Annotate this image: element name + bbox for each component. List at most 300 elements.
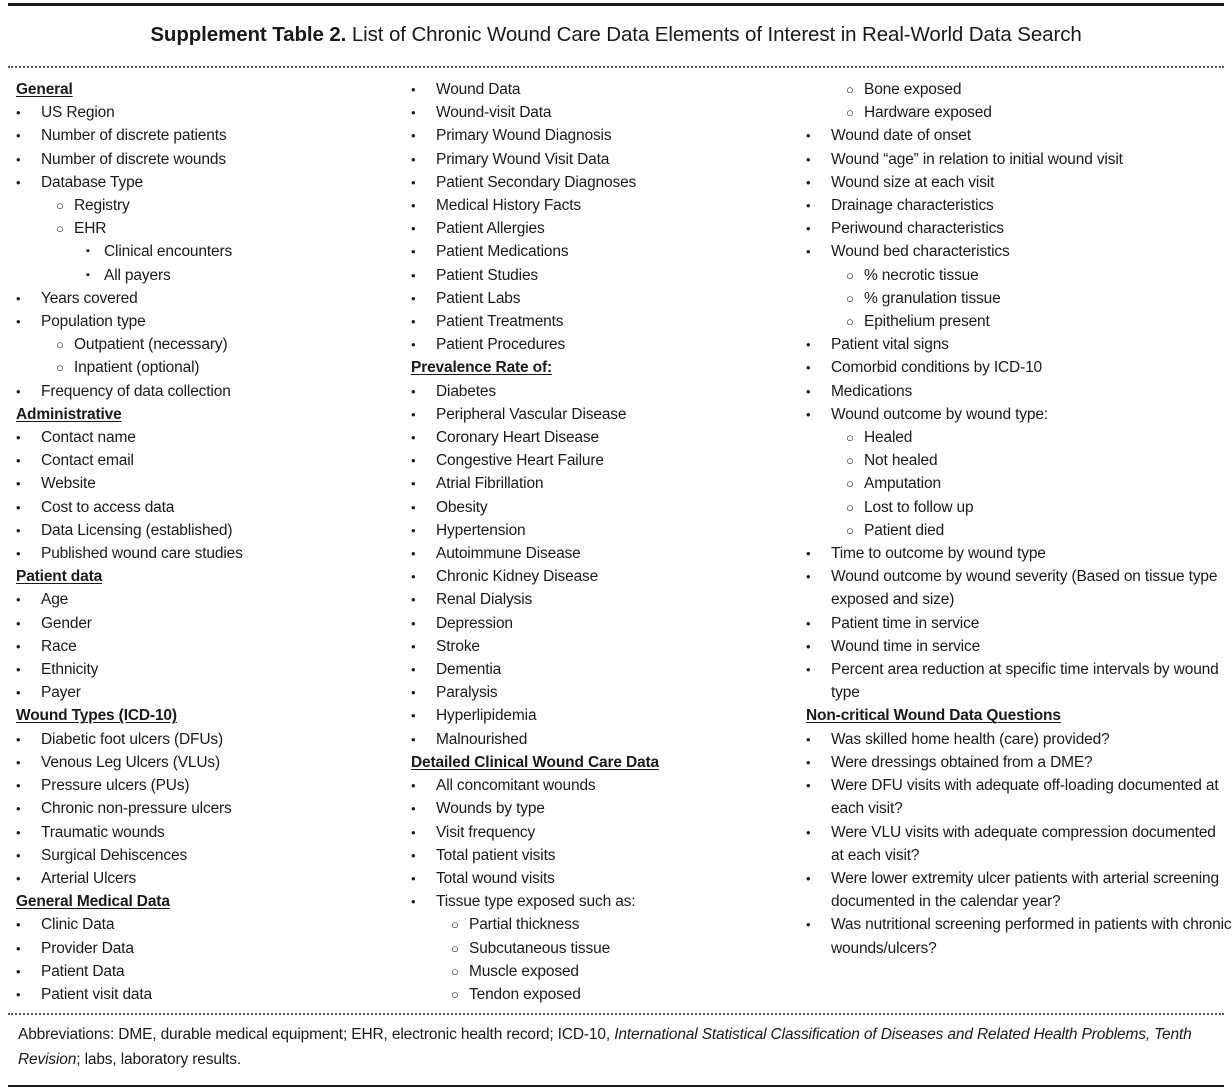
list-item <box>411 78 794 101</box>
list-item <box>16 867 397 890</box>
bullet-level-1-icon: • <box>411 383 416 399</box>
list-item <box>806 821 1232 867</box>
list-item <box>16 751 397 774</box>
list-item-label: % necrotic tissue <box>864 266 979 284</box>
list-item <box>16 310 397 333</box>
bullet-level-1-icon: • <box>16 128 21 144</box>
list-item <box>411 565 794 588</box>
list-item <box>806 496 1232 519</box>
bullet-level-1-icon: • <box>411 151 416 167</box>
list-item <box>411 821 794 844</box>
list-item <box>16 774 397 797</box>
list-item-label: Primary Wound Visit Data <box>436 150 610 168</box>
bullet-level-1-icon: • <box>411 174 416 190</box>
list-item <box>16 380 397 403</box>
list-item <box>411 983 794 1006</box>
list-item <box>411 496 794 519</box>
bullet-level-1-icon: • <box>411 198 416 214</box>
list-item <box>806 310 1232 333</box>
section-heading: General Medical Data <box>16 893 170 911</box>
list-item <box>411 264 794 287</box>
list-item <box>806 380 1232 403</box>
list-item <box>16 542 397 565</box>
list-item-label: Number of discrete patients <box>41 127 227 145</box>
list-item <box>411 960 794 983</box>
list-item <box>806 867 1232 913</box>
bullet-level-2-icon: ○ <box>846 499 854 515</box>
bullet-level-1-icon: • <box>411 824 416 840</box>
list-item-label: Wound bed characteristics <box>831 243 1010 261</box>
bullet-level-1-icon: • <box>411 290 416 306</box>
list-item <box>411 124 794 147</box>
list-item-label: EHR <box>74 220 107 238</box>
list-item <box>16 356 397 379</box>
section-heading: Detailed Clinical Wound Care Data <box>411 753 659 771</box>
list-item <box>806 124 1232 147</box>
bullet-level-1-icon: • <box>16 986 21 1002</box>
list-item <box>16 171 397 194</box>
list-item <box>806 403 1232 426</box>
bullet-level-1-icon: • <box>16 824 21 840</box>
bullet-level-2-icon: ○ <box>56 198 64 214</box>
bullet-level-2-icon: ○ <box>846 476 854 492</box>
list-item <box>16 612 397 635</box>
list-item <box>411 171 794 194</box>
list-item <box>806 519 1232 542</box>
list-item-label: Patient Data <box>41 962 125 980</box>
bottom-rule <box>8 1085 1224 1087</box>
bullet-level-1-icon: • <box>806 731 811 747</box>
list-item-label: Amputation <box>864 475 941 493</box>
list-item <box>16 472 397 495</box>
list-item-label: Number of discrete wounds <box>41 150 226 168</box>
list-item <box>806 426 1232 449</box>
list-item-label: Wounds by type <box>436 800 545 818</box>
outline-list <box>806 78 1232 704</box>
bullet-level-1-icon: • <box>806 383 811 399</box>
list-item <box>411 310 794 333</box>
list-item-label: Muscle exposed <box>469 962 579 980</box>
list-item <box>411 867 794 890</box>
bullet-level-1-icon: • <box>16 592 21 608</box>
bullet-level-1-icon: • <box>806 174 811 190</box>
bullet-level-1-icon: • <box>16 940 21 956</box>
list-item-label: Cost to access data <box>41 498 175 516</box>
list-item <box>806 101 1232 124</box>
list-item-label: Not healed <box>864 452 938 470</box>
list-item-label: Autoimmune Disease <box>436 545 581 563</box>
list-item-label: Website <box>41 475 96 493</box>
bullet-level-1-icon: • <box>411 592 416 608</box>
bullet-level-1-icon: • <box>411 453 416 469</box>
outline-list <box>411 380 794 751</box>
bullet-level-1-icon: • <box>411 615 416 631</box>
list-item-label: Patient Medications <box>436 243 569 261</box>
bullet-level-1-icon: • <box>806 244 811 260</box>
list-item <box>806 287 1232 310</box>
list-item-label: Registry <box>74 197 130 215</box>
page-title-label: Supplement Table 2. <box>150 23 347 46</box>
list-item-label: Gender <box>41 614 92 632</box>
list-item <box>16 217 397 240</box>
list-item-label: Ethnicity <box>41 661 99 679</box>
list-item-label: Renal Dialysis <box>436 591 533 609</box>
list-item-label: Was skilled home health (care) provided? <box>831 730 1110 748</box>
list-item <box>16 333 397 356</box>
list-item-label: Comorbid conditions by ICD-10 <box>831 359 1043 377</box>
bullet-level-3-icon: ▪ <box>86 268 90 281</box>
bullet-level-1-icon: • <box>411 82 416 97</box>
bullet-level-1-icon: • <box>806 337 811 353</box>
list-item-label: Percent area reduction at specific time intervals by wound type <box>831 661 1219 702</box>
bullet-level-1-icon: • <box>16 963 21 979</box>
list-item <box>16 844 397 867</box>
list-item-label: Hypertension <box>436 521 526 539</box>
list-item <box>806 913 1232 959</box>
outline-list <box>16 728 397 890</box>
list-item <box>16 264 397 287</box>
list-item-label: Malnourished <box>436 730 528 748</box>
bullet-level-1-icon: • <box>806 917 811 933</box>
bullet-level-1-icon: • <box>411 221 416 237</box>
bullet-level-1-icon: • <box>16 453 21 469</box>
list-item-label: Patient Treatments <box>436 313 564 331</box>
list-item-label: Population type <box>41 313 146 331</box>
list-item-label: Contact name <box>41 429 136 447</box>
bullet-level-1-icon: • <box>16 662 21 678</box>
list-item-label: Wound outcome by wound type: <box>831 405 1048 423</box>
list-item <box>16 101 397 124</box>
list-item-label: Payer <box>41 684 81 702</box>
bullet-level-1-icon: • <box>411 337 416 353</box>
list-item-label: Epithelium present <box>864 313 990 331</box>
bullet-level-1-icon: • <box>411 731 416 747</box>
list-item-label: Were DFU visits with adequate off-loading documented at each visit? <box>831 777 1219 818</box>
list-item <box>806 658 1232 704</box>
column-3 <box>794 78 1232 960</box>
list-item-label: Time to outcome by wound type <box>831 545 1046 563</box>
bullet-level-2-icon: ○ <box>846 105 854 121</box>
list-item-label: Data Licensing (established) <box>41 521 233 539</box>
list-item-label: Wound Data <box>436 81 521 98</box>
list-item <box>16 426 397 449</box>
list-item <box>806 78 1232 101</box>
bullet-level-1-icon: • <box>16 476 21 492</box>
bullet-level-1-icon: • <box>806 778 811 794</box>
list-item-label: Traumatic wounds <box>41 823 165 841</box>
abbreviations-suffix: ; labs, laboratory results. <box>76 1051 242 1068</box>
bullet-level-1-icon: • <box>411 569 416 585</box>
bullet-level-2-icon: ○ <box>846 267 854 283</box>
list-item-label: Were dressings obtained from a DME? <box>831 753 1093 771</box>
list-item-label: Diabetic foot ulcers (DFUs) <box>41 730 223 748</box>
list-item <box>16 588 397 611</box>
list-item-label: Obesity <box>436 498 488 516</box>
list-item-label: Depression <box>436 614 513 632</box>
section-heading: Administrative <box>16 405 122 423</box>
outline-list <box>16 101 397 403</box>
list-item <box>411 658 794 681</box>
list-item <box>411 728 794 751</box>
list-item <box>16 287 397 310</box>
list-item-label: Patient Secondary Diagnoses <box>436 173 637 191</box>
bullet-level-1-icon: • <box>16 754 21 770</box>
bullet-level-1-icon: • <box>411 685 416 701</box>
list-item <box>806 751 1232 774</box>
bullet-level-1-icon: • <box>806 615 811 631</box>
bullet-level-1-icon: • <box>16 870 21 886</box>
bullet-level-2-icon: ○ <box>846 522 854 538</box>
bullet-level-2-icon: ○ <box>846 290 854 306</box>
list-item-label: Years covered <box>41 289 138 307</box>
list-item-label: Wound time in service <box>831 637 981 655</box>
list-item-label: Healed <box>864 429 913 447</box>
list-item <box>411 542 794 565</box>
bullet-level-1-icon: • <box>411 870 416 886</box>
section-heading: General <box>16 81 73 98</box>
bullet-level-1-icon: • <box>16 430 21 446</box>
list-item <box>411 426 794 449</box>
list-item-label: Tissue type exposed such as: <box>436 893 636 911</box>
list-item <box>411 217 794 240</box>
bullet-level-1-icon: • <box>411 546 416 562</box>
list-item-label: Age <box>41 591 69 609</box>
list-item-label: Patient visit data <box>41 985 153 1003</box>
list-item <box>411 913 794 936</box>
list-item-label: Patient Studies <box>436 266 539 284</box>
bullet-level-1-icon: • <box>16 917 21 933</box>
list-item-label: Patient vital signs <box>831 336 949 354</box>
bullet-level-1-icon: • <box>411 244 416 260</box>
list-item <box>411 194 794 217</box>
list-item-label: Clinic Data <box>41 916 115 934</box>
list-item-label: Were VLU visits with adequate compression documented at each visit? <box>831 823 1216 864</box>
list-item <box>411 612 794 635</box>
list-item-label: Visit frequency <box>436 823 536 841</box>
list-item <box>16 240 397 263</box>
bullet-level-2-icon: ○ <box>846 82 854 97</box>
bullet-level-1-icon: • <box>806 406 811 422</box>
bullet-level-1-icon: • <box>411 406 416 422</box>
bullet-level-1-icon: • <box>16 522 21 538</box>
list-item-label: Primary Wound Diagnosis <box>436 127 612 145</box>
list-item <box>411 403 794 426</box>
bullet-level-2-icon: ○ <box>451 917 459 933</box>
list-item-label: Wound “age” in relation to initial wound visit <box>831 150 1123 168</box>
bullet-level-1-icon: • <box>411 522 416 538</box>
outline-list <box>411 78 794 356</box>
list-item <box>411 704 794 727</box>
list-item <box>806 356 1232 379</box>
list-item-label: All concomitant wounds <box>436 777 596 795</box>
list-item-label: Chronic Kidney Disease <box>436 568 599 586</box>
bullet-level-2-icon: ○ <box>451 963 459 979</box>
list-item <box>411 635 794 658</box>
bullet-level-3-icon: ▪ <box>86 245 90 258</box>
bullet-level-1-icon: • <box>411 499 416 515</box>
list-item-label: Pressure ulcers (PUs) <box>41 777 190 795</box>
list-item <box>411 101 794 124</box>
list-item-label: Was nutritional screening performed in patients with chronic wounds/ulcers? <box>831 916 1232 957</box>
list-item-label: Published wound care studies <box>41 545 243 563</box>
list-item-label: Arterial Ulcers <box>41 869 137 887</box>
bullet-level-1-icon: • <box>411 267 416 283</box>
list-item <box>16 913 397 936</box>
list-item <box>411 240 794 263</box>
list-item-label: Hyperlipidemia <box>436 707 537 725</box>
outline-list <box>16 913 397 1006</box>
bullet-level-1-icon: • <box>806 221 811 237</box>
notes-divider <box>8 1013 1224 1015</box>
bullet-level-2-icon: ○ <box>56 221 64 237</box>
list-item <box>16 960 397 983</box>
list-item <box>411 148 794 171</box>
list-item-label: Inpatient (optional) <box>74 359 200 377</box>
outline-list <box>16 588 397 704</box>
list-item-label: Patient Allergies <box>436 220 545 238</box>
bullet-level-1-icon: • <box>806 662 811 678</box>
list-item <box>806 240 1232 263</box>
list-item-label: US Region <box>41 104 115 122</box>
bullet-level-1-icon: • <box>16 383 21 399</box>
bullet-level-2-icon: ○ <box>846 314 854 330</box>
list-item <box>411 937 794 960</box>
list-item-label: Contact email <box>41 452 134 470</box>
list-item <box>411 774 794 797</box>
list-item-label: % granulation tissue <box>864 289 1001 307</box>
bullet-level-1-icon: • <box>806 569 811 585</box>
list-item <box>411 890 794 913</box>
bullet-level-1-icon: • <box>16 546 21 562</box>
bullet-level-1-icon: • <box>806 754 811 770</box>
section-heading: Wound Types (ICD-10) <box>16 707 177 725</box>
list-item <box>806 774 1232 820</box>
title-divider <box>8 66 1224 68</box>
list-item <box>806 217 1232 240</box>
list-item-label: Total patient visits <box>436 846 556 864</box>
bullet-level-1-icon: • <box>806 151 811 167</box>
bullet-level-1-icon: • <box>411 638 416 654</box>
bullet-level-2-icon: ○ <box>56 360 64 376</box>
list-item <box>16 658 397 681</box>
list-item <box>411 797 794 820</box>
bullet-level-2-icon: ○ <box>846 453 854 469</box>
list-item-label: All payers <box>104 266 171 284</box>
bullet-level-1-icon: • <box>411 801 416 817</box>
list-item-label: Chronic non-pressure ulcers <box>41 800 232 818</box>
bullet-level-1-icon: • <box>16 778 21 794</box>
list-item-label: Bone exposed <box>864 81 962 98</box>
list-item-label: Drainage characteristics <box>831 197 994 215</box>
list-item <box>16 821 397 844</box>
list-item-label: Wound date of onset <box>831 127 971 145</box>
bullet-level-2-icon: ○ <box>846 430 854 446</box>
list-item <box>16 983 397 1006</box>
list-item <box>16 519 397 542</box>
section-heading: Non-critical Wound Data Questions <box>806 707 1061 725</box>
table-columns <box>0 78 1232 1003</box>
list-item-label: Coronary Heart Disease <box>436 429 599 447</box>
bullet-level-1-icon: • <box>806 824 811 840</box>
list-item <box>16 148 397 171</box>
list-item-label: Atrial Fibrillation <box>436 475 544 493</box>
list-item-label: Periwound characteristics <box>831 220 1004 238</box>
outline-list <box>16 426 397 565</box>
bullet-level-2-icon: ○ <box>451 986 459 1002</box>
bullet-level-1-icon: • <box>16 499 21 515</box>
list-item-label: Patient Labs <box>436 289 521 307</box>
bullet-level-1-icon: • <box>411 847 416 863</box>
list-item <box>806 333 1232 356</box>
list-item-label: Wound outcome by wound severity (Based on tissue type exposed and size) <box>831 568 1218 609</box>
list-item <box>16 681 397 704</box>
list-item-label: Stroke <box>436 637 480 655</box>
bullet-level-1-icon: • <box>411 894 416 910</box>
list-item <box>16 124 397 147</box>
list-item-label: Total wound visits <box>436 869 555 887</box>
list-item-label: Diabetes <box>436 382 496 400</box>
bullet-level-1-icon: • <box>411 662 416 678</box>
bullet-level-1-icon: • <box>411 476 416 492</box>
top-rule <box>8 3 1224 6</box>
bullet-level-1-icon: • <box>16 105 21 121</box>
list-item <box>411 449 794 472</box>
list-item-label: Partial thickness <box>469 916 580 934</box>
list-item <box>806 194 1232 217</box>
list-item <box>806 472 1232 495</box>
list-item <box>806 449 1232 472</box>
list-item <box>806 565 1232 611</box>
list-item-label: Hardware exposed <box>864 104 992 122</box>
bullet-level-1-icon: • <box>806 128 811 144</box>
list-item-label: Wound size at each visit <box>831 173 995 191</box>
list-item-label: Wound-visit Data <box>436 104 552 122</box>
list-item-label: Surgical Dehiscences <box>41 846 188 864</box>
list-item <box>411 380 794 403</box>
list-item <box>806 728 1232 751</box>
bullet-level-1-icon: • <box>16 685 21 701</box>
list-item-label: Frequency of data collection <box>41 382 231 400</box>
list-item <box>806 264 1232 287</box>
outline-list <box>806 728 1232 960</box>
list-item-label: Lost to follow up <box>864 498 974 516</box>
list-item <box>16 449 397 472</box>
page-title <box>0 22 1232 48</box>
bullet-level-1-icon: • <box>16 290 21 306</box>
abbreviations-note <box>18 1022 1214 1072</box>
bullet-level-1-icon: • <box>806 870 811 886</box>
page-title-description: List of Chronic Wound Care Data Elements of Interest in Real-World Data Search <box>346 23 1082 46</box>
list-item-label: Race <box>41 637 77 655</box>
list-item-label: Patient time in service <box>831 614 980 632</box>
bullet-level-1-icon: • <box>411 430 416 446</box>
bullet-level-1-icon: • <box>16 847 21 863</box>
list-item-label: Paralysis <box>436 684 498 702</box>
list-item-label: Congestive Heart Failure <box>436 452 604 470</box>
list-item <box>806 612 1232 635</box>
abbreviations-italic-title: International Statistical Classification of Diseases and Related Health Problems, Tenth Revision <box>18 1026 1192 1068</box>
list-item <box>411 519 794 542</box>
list-item-label: Patient died <box>864 521 945 539</box>
bullet-level-1-icon: • <box>806 360 811 376</box>
bullet-level-1-icon: • <box>411 105 416 121</box>
list-item-label: Subcutaneous tissue <box>469 939 611 957</box>
bullet-level-2-icon: ○ <box>451 940 459 956</box>
list-item <box>16 728 397 751</box>
bullet-level-1-icon: • <box>411 778 416 794</box>
list-item <box>411 472 794 495</box>
list-item-label: Database Type <box>41 173 144 191</box>
